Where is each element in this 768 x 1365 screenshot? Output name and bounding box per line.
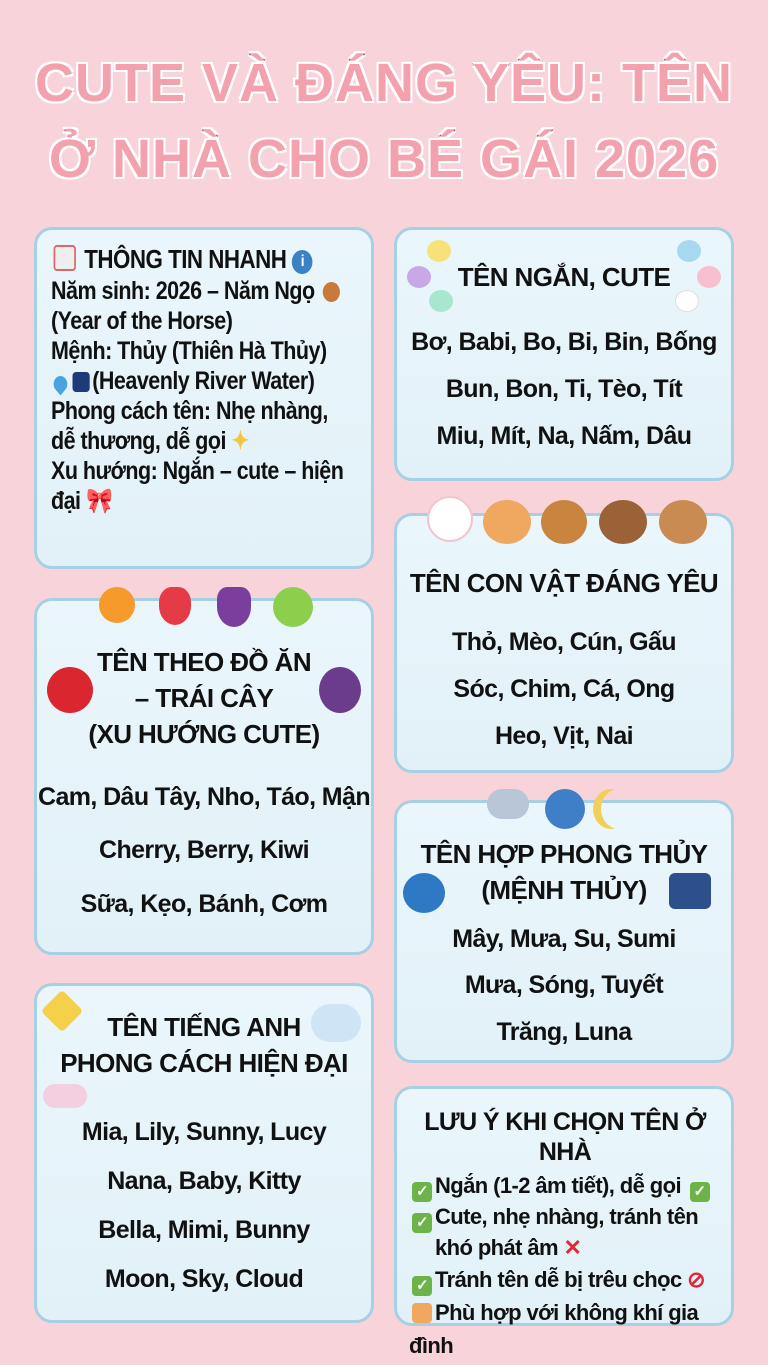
check-icon: ✓ xyxy=(412,1182,432,1202)
sparkles-icon: ✦ xyxy=(231,427,249,455)
ribbon-icon: 🎀 xyxy=(85,487,113,515)
quick-info-card xyxy=(34,227,374,569)
name-row: Bella, Mimi, Bunny xyxy=(98,1216,310,1244)
bear-icon xyxy=(599,500,647,544)
rain-cloud-icon xyxy=(487,789,529,819)
squirrel-icon xyxy=(541,500,587,544)
name-row: Nana, Baby, Kitty xyxy=(107,1167,301,1195)
animal-names-card xyxy=(394,513,734,773)
chick-icon xyxy=(427,240,451,262)
info-line: (Heavenly River Water) xyxy=(51,366,314,396)
note-item: ✓ Tránh tên dễ bị trêu chọc ⊘ xyxy=(409,1263,721,1296)
info-line: Phong cách tên: Nhẹ nhàng, xyxy=(51,397,328,425)
blob-icon xyxy=(675,290,699,312)
name-row: Cam, Dâu Tây, Nho, Táo, Mận xyxy=(38,783,370,811)
blob-icon xyxy=(677,240,701,262)
name-row: Miu, Mít, Na, Nấm, Dâu xyxy=(436,422,692,450)
english-heading-1: TÊN TIẾNG ANH xyxy=(107,1012,301,1042)
rabbit-icon xyxy=(427,496,473,542)
food-heading-2: – TRÁI CÂY xyxy=(134,683,274,713)
short-names-heading: TÊN NGẮN, CUTE xyxy=(457,262,671,292)
orange-icon xyxy=(99,587,135,623)
fengshui-names-card xyxy=(394,800,734,1063)
name-row: Bun, Bon, Ti, Tèo, Tít xyxy=(445,375,683,403)
name-row: Bơ, Babi, Bo, Bi, Bin, Bống xyxy=(411,328,717,356)
info-icon: i xyxy=(292,250,313,274)
info-line: (Year of the Horse) xyxy=(51,307,233,335)
name-row: Sữa, Kẹo, Bánh, Cơm xyxy=(80,890,328,918)
note-item: Phù hợp với không khí gia đình xyxy=(409,1299,699,1358)
name-row: Thỏ, Mèo, Cún, Gấu xyxy=(452,628,676,656)
note-item: ✓ Ngắn (1-2 âm tiết), dễ gọi ✓ xyxy=(409,1171,721,1202)
food-names-card xyxy=(34,598,374,955)
name-row: Sóc, Chim, Cá, Ong xyxy=(453,675,675,703)
name-row: Mia, Lily, Sunny, Lucy xyxy=(81,1118,327,1146)
notes-heading: LƯU Ý KHI CHỌN TÊN Ở NHÀ xyxy=(424,1108,706,1166)
title-line-1: CUTE VÀ ĐÁNG YÊU: TÊN xyxy=(34,53,734,113)
cat-icon xyxy=(483,500,531,544)
note-item: khó phát âm ✕ xyxy=(435,1235,582,1260)
fengshui-heading-2: (MỆNH THỦY) xyxy=(481,875,647,905)
check-icon: ✓ xyxy=(690,1182,710,1202)
food-heading-3: (XU HƯỚNG CUTE) xyxy=(88,719,320,749)
night-sky-icon xyxy=(73,372,90,392)
info-line: Năm sinh: 2026 – Năm Ngọ xyxy=(51,276,314,306)
animal-heading: TÊN CON VẬT ĐÁNG YÊU xyxy=(409,568,719,598)
info-line: Xu hướng: Ngắn – cute – hiện xyxy=(51,457,344,485)
green-apple-icon xyxy=(273,587,313,627)
note-item: ✓ Cute, nhẹ nhàng, tránh tên xyxy=(409,1202,721,1233)
cloud-icon xyxy=(43,1084,87,1108)
grapes-icon xyxy=(217,587,251,627)
name-row: Moon, Sky, Cloud xyxy=(104,1265,304,1293)
check-icon: ✓ xyxy=(412,1213,432,1233)
horse-icon xyxy=(323,282,340,302)
check-icon: ✓ xyxy=(412,1276,432,1296)
info-line: đại 🎀 xyxy=(51,487,113,515)
cross-icon: ✕ xyxy=(563,1235,582,1260)
name-row: Trăng, Luna xyxy=(496,1018,632,1046)
name-row: Mưa, Sóng, Tuyết xyxy=(464,971,664,999)
english-names-card xyxy=(34,983,374,1323)
house-icon xyxy=(412,1303,432,1323)
food-heading-1: TÊN THEO ĐỒ ĂN xyxy=(96,647,312,677)
short-names-card xyxy=(394,227,734,481)
info-line: Mệnh: Thủy (Thiên Hà Thủy) xyxy=(51,337,327,365)
calendar-icon xyxy=(54,245,76,271)
english-heading-2: PHONG CÁCH HIỆN ĐẠI xyxy=(60,1048,348,1078)
info-line: dễ thương, dễ gọi ✦ xyxy=(51,427,249,455)
prohibited-icon: ⊘ xyxy=(687,1266,705,1292)
blob-icon xyxy=(429,290,453,312)
title-line-2: Ở NHÀ CHO BÉ GÁI 2026 xyxy=(48,129,720,189)
fengshui-heading-1: TÊN HỢP PHONG THỦY xyxy=(420,839,708,869)
name-row: Cherry, Berry, Kiwi xyxy=(99,836,309,864)
notes-card xyxy=(394,1086,734,1358)
deer-icon xyxy=(659,500,707,544)
name-row: Mây, Mưa, Su, Sumi xyxy=(452,925,676,953)
name-row: Heo, Vịt, Nai xyxy=(494,722,634,750)
quick-info-heading: THÔNG TIN NHANH xyxy=(84,244,287,274)
droplet-icon xyxy=(51,373,70,396)
water-drop-icon xyxy=(545,789,585,829)
strawberry-icon xyxy=(159,587,191,625)
moon-icon xyxy=(601,789,637,829)
